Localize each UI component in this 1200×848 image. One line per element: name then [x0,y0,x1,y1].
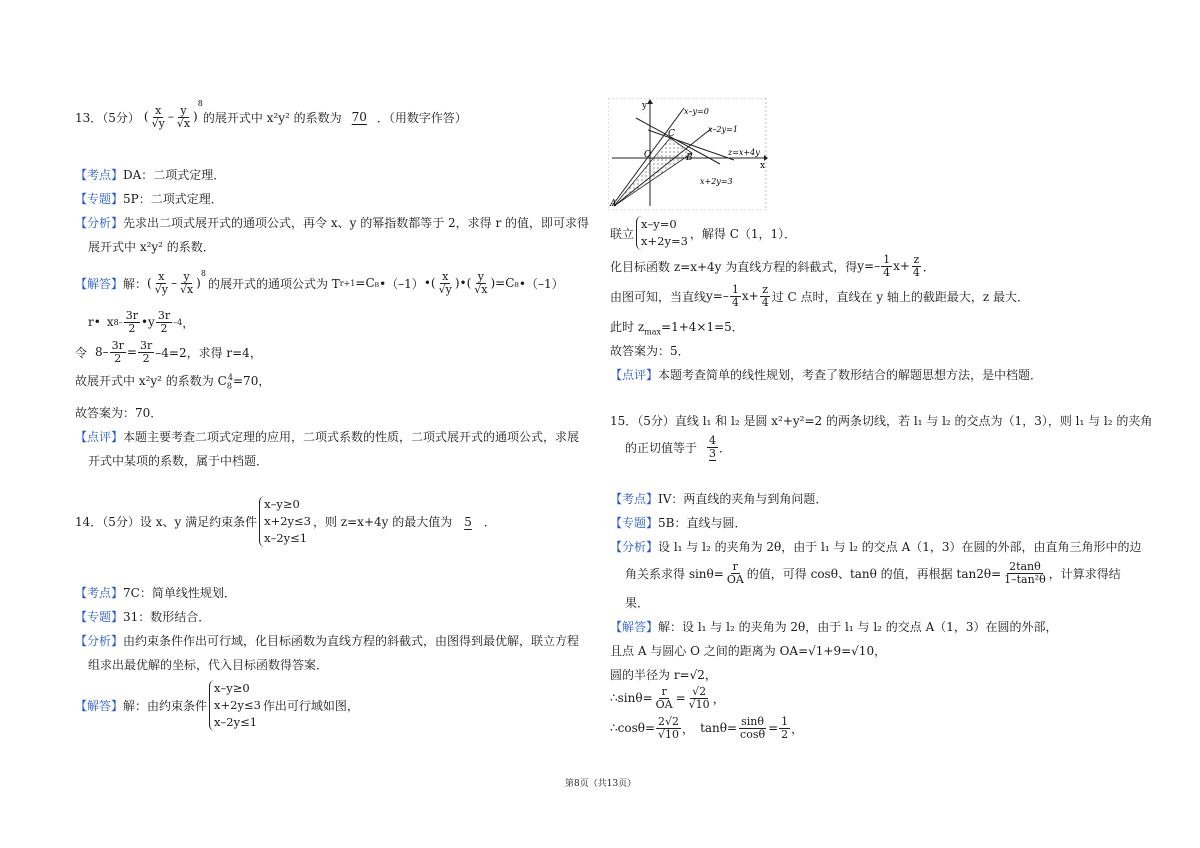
q13-jieda-2: r• x 8– $\frac{3r}{2}$ •y $\frac{3r}{2}$ –4 ， [88,308,195,335]
q15-stem-1: 15．（5分）直线 l₁ 和 l₂ 是圆 x²+y²=2 的两条切线，若 l₁ 与 l₂ 的交点为（1，3），则 l₁ 与 l₂ 的夹角 [610,414,1153,428]
line-x-minus-2y [614,128,712,206]
r-lianli: 联立 x–y=0 x+2y=3 ，解得 C（1，1）． [610,217,797,248]
r-daan: 故答案为：5． [610,344,690,358]
q14-stem: 14．（5分）设 x、y 满足约束条件 x–y≥0 x+2y≤3 x–2y≤1 ，则 z=x+4y 的最大值为 5 ． [75,497,496,545]
q13-stem-tail: ．（用数字作答） [376,110,467,125]
q13-jieda-1: 【解答】 解： ( $\frac{x}{√y}$ – $\frac{y}{√x}$ ) 8 的展开式的通项公式为 T r+1 =C ₈ •（ –1） • ( $\frac{x}{√y}$ )•( $\frac{y}{√x}$ ) =C ₈ •（ –1） [75,268,564,296]
label-x: x [760,161,766,171]
q15-stem-2: 的正切值等于 $\frac{4}{3}$ ． [625,433,732,460]
q14-constraints: x–y≥0 x+2y≤3 x–2y≤1 [259,496,311,547]
label-y: y [642,101,648,111]
q13-kaodian: 【考点】DA：二项式定理． [75,168,226,182]
label-O: O [644,150,652,160]
label-B: B [686,153,693,163]
q13-binomial: ( $\frac{x}{√y}$ – $\frac{y}{√x}$ )$^8$ [143,98,203,130]
q15-fenxi-3: 果． [625,596,650,610]
label-A: A [610,199,617,209]
q15-jieda-1: 【解答】解：设 l₁ 与 l₂ 的夹角为 2θ，由于 l₁ 与 l₂ 的交点 A（1，3）在圆的外部， [610,620,1058,634]
q13-fenxi-1: 【分析】先求出二项式展开式的通项公式，再令 x、y 的幂指数都等于 2，求得 r 的值，即可求得 [75,216,590,230]
label-l3: z=x+4y [728,148,760,157]
q15-sin: ∴sinθ= $\frac{r}{OA}$ = $\frac{√2}{√10}$ ， [610,684,725,711]
q14-fenxi-1: 【分析】由约束条件作出可行域，化目标函数为直线方程的斜截式，由图得到最优解，联立方程 [75,634,580,648]
q13-dianping-1: 【点评】本题主要考查二项式定理的应用，二项式系数的性质，二项式展开式的通项公式，求展 [75,430,580,444]
page-footer: 第8页（共13页） [565,779,637,789]
r-cishi: 此时 $z_{max}=1+4\times 1=5$． [610,320,744,337]
q15-jieda-3: 圆的半径为 r=√2， [610,668,717,682]
q14-kaodian: 【考点】7C：简单线性规划． [75,586,236,600]
q15-kaodian: 【考点】IV：两直线的夹角与到角问题． [610,492,828,506]
q13-fenxi-2: 展开式中 x²y² 的系数． [88,240,215,254]
label-C: C [668,129,675,139]
q14-zhuanti: 【专题】31：数形结合． [75,610,211,624]
q13-answer: 70 [351,110,367,124]
q13-daan: 故答案为：70． [75,406,163,420]
q15-fenxi-2: 角关系求得 sinθ= $\frac{r}{OA}$ 的值，可得 cosθ、tanθ 的值，再根据 tan2θ= $\frac{2\tan\theta}{\text{1–tan²θ}}$ ，计算求得结 [625,559,1121,586]
q15-jieda-2: 且点 A 与圆心 O 之间的距离为 OA=√1+9=√10， [610,644,887,658]
q14-fenxi-2: 组求出最优解的坐标，代入目标函数得答案． [88,658,329,672]
r-dianping: 【点评】本题考查简单的线性规划，考查了数形结合的解题思想方法，是中档题． [610,368,1043,382]
q13-stem [75,100,467,134]
label-l1: x–y=0 [684,107,709,116]
q13-dianping-2: 开式中某项的系数，属于中档题． [88,454,269,468]
label-l2: x–2y=1 [708,125,738,134]
feasible-region [614,138,692,206]
label-l4: x+2y=3 [700,177,733,186]
q14-answer: 5 [464,514,472,529]
q15-fenxi-1: 【分析】设 l₁ 与 l₂ 的夹角为 2θ，由于 l₁ 与 l₂ 的交点 A（1，3）在圆的外部，由直角三角形中的边 [610,540,1142,554]
q15-zhuanti: 【专题】5B：直线与圆． [610,516,747,530]
q13-stem-mid: 的展开式中 x²y² 的系数为 [202,110,342,125]
q15-answer: $\frac{4}{3}$ [709,433,717,460]
r-you: 由图可知，当直线 y=– $\frac{1}{4}$ x+ $\frac{z}{4}$ 过 C 点时，直线在 y 轴上的截距最大，z 最大． [610,282,1030,309]
q15-cos: ∴cosθ= $\frac{2√2}{√10}$ ， tanθ= $\frac{\sin\theta}{\cos\theta}$ = $\frac{1}{2}$ ， [610,714,804,741]
q13-zhuanti: 【专题】5P：二项式定理． [75,192,223,206]
q14-jieda: 【解答】 解：由约束条件 x–y≥0 x+2y≤3 x–2y≤1 作出可行域如图， [75,681,359,729]
r-hua: 化目标函数 z=x+4y 为直线方程的斜截式，得 y=– $\frac{1}{4}$ x+ $\frac{z}{4}$ ． [610,252,935,279]
feasible-region-figure [608,98,768,210]
q13-lead: 13．（5分） [75,110,140,125]
q13-gu: 故展开式中 x²y² 的系数为 $C_8^4=70$， [75,373,271,391]
q13-ling: 令 8– $\frac{3r}{2}$ = $\frac{3r}{2}$ –4=2，求得 r=4， [75,338,262,365]
